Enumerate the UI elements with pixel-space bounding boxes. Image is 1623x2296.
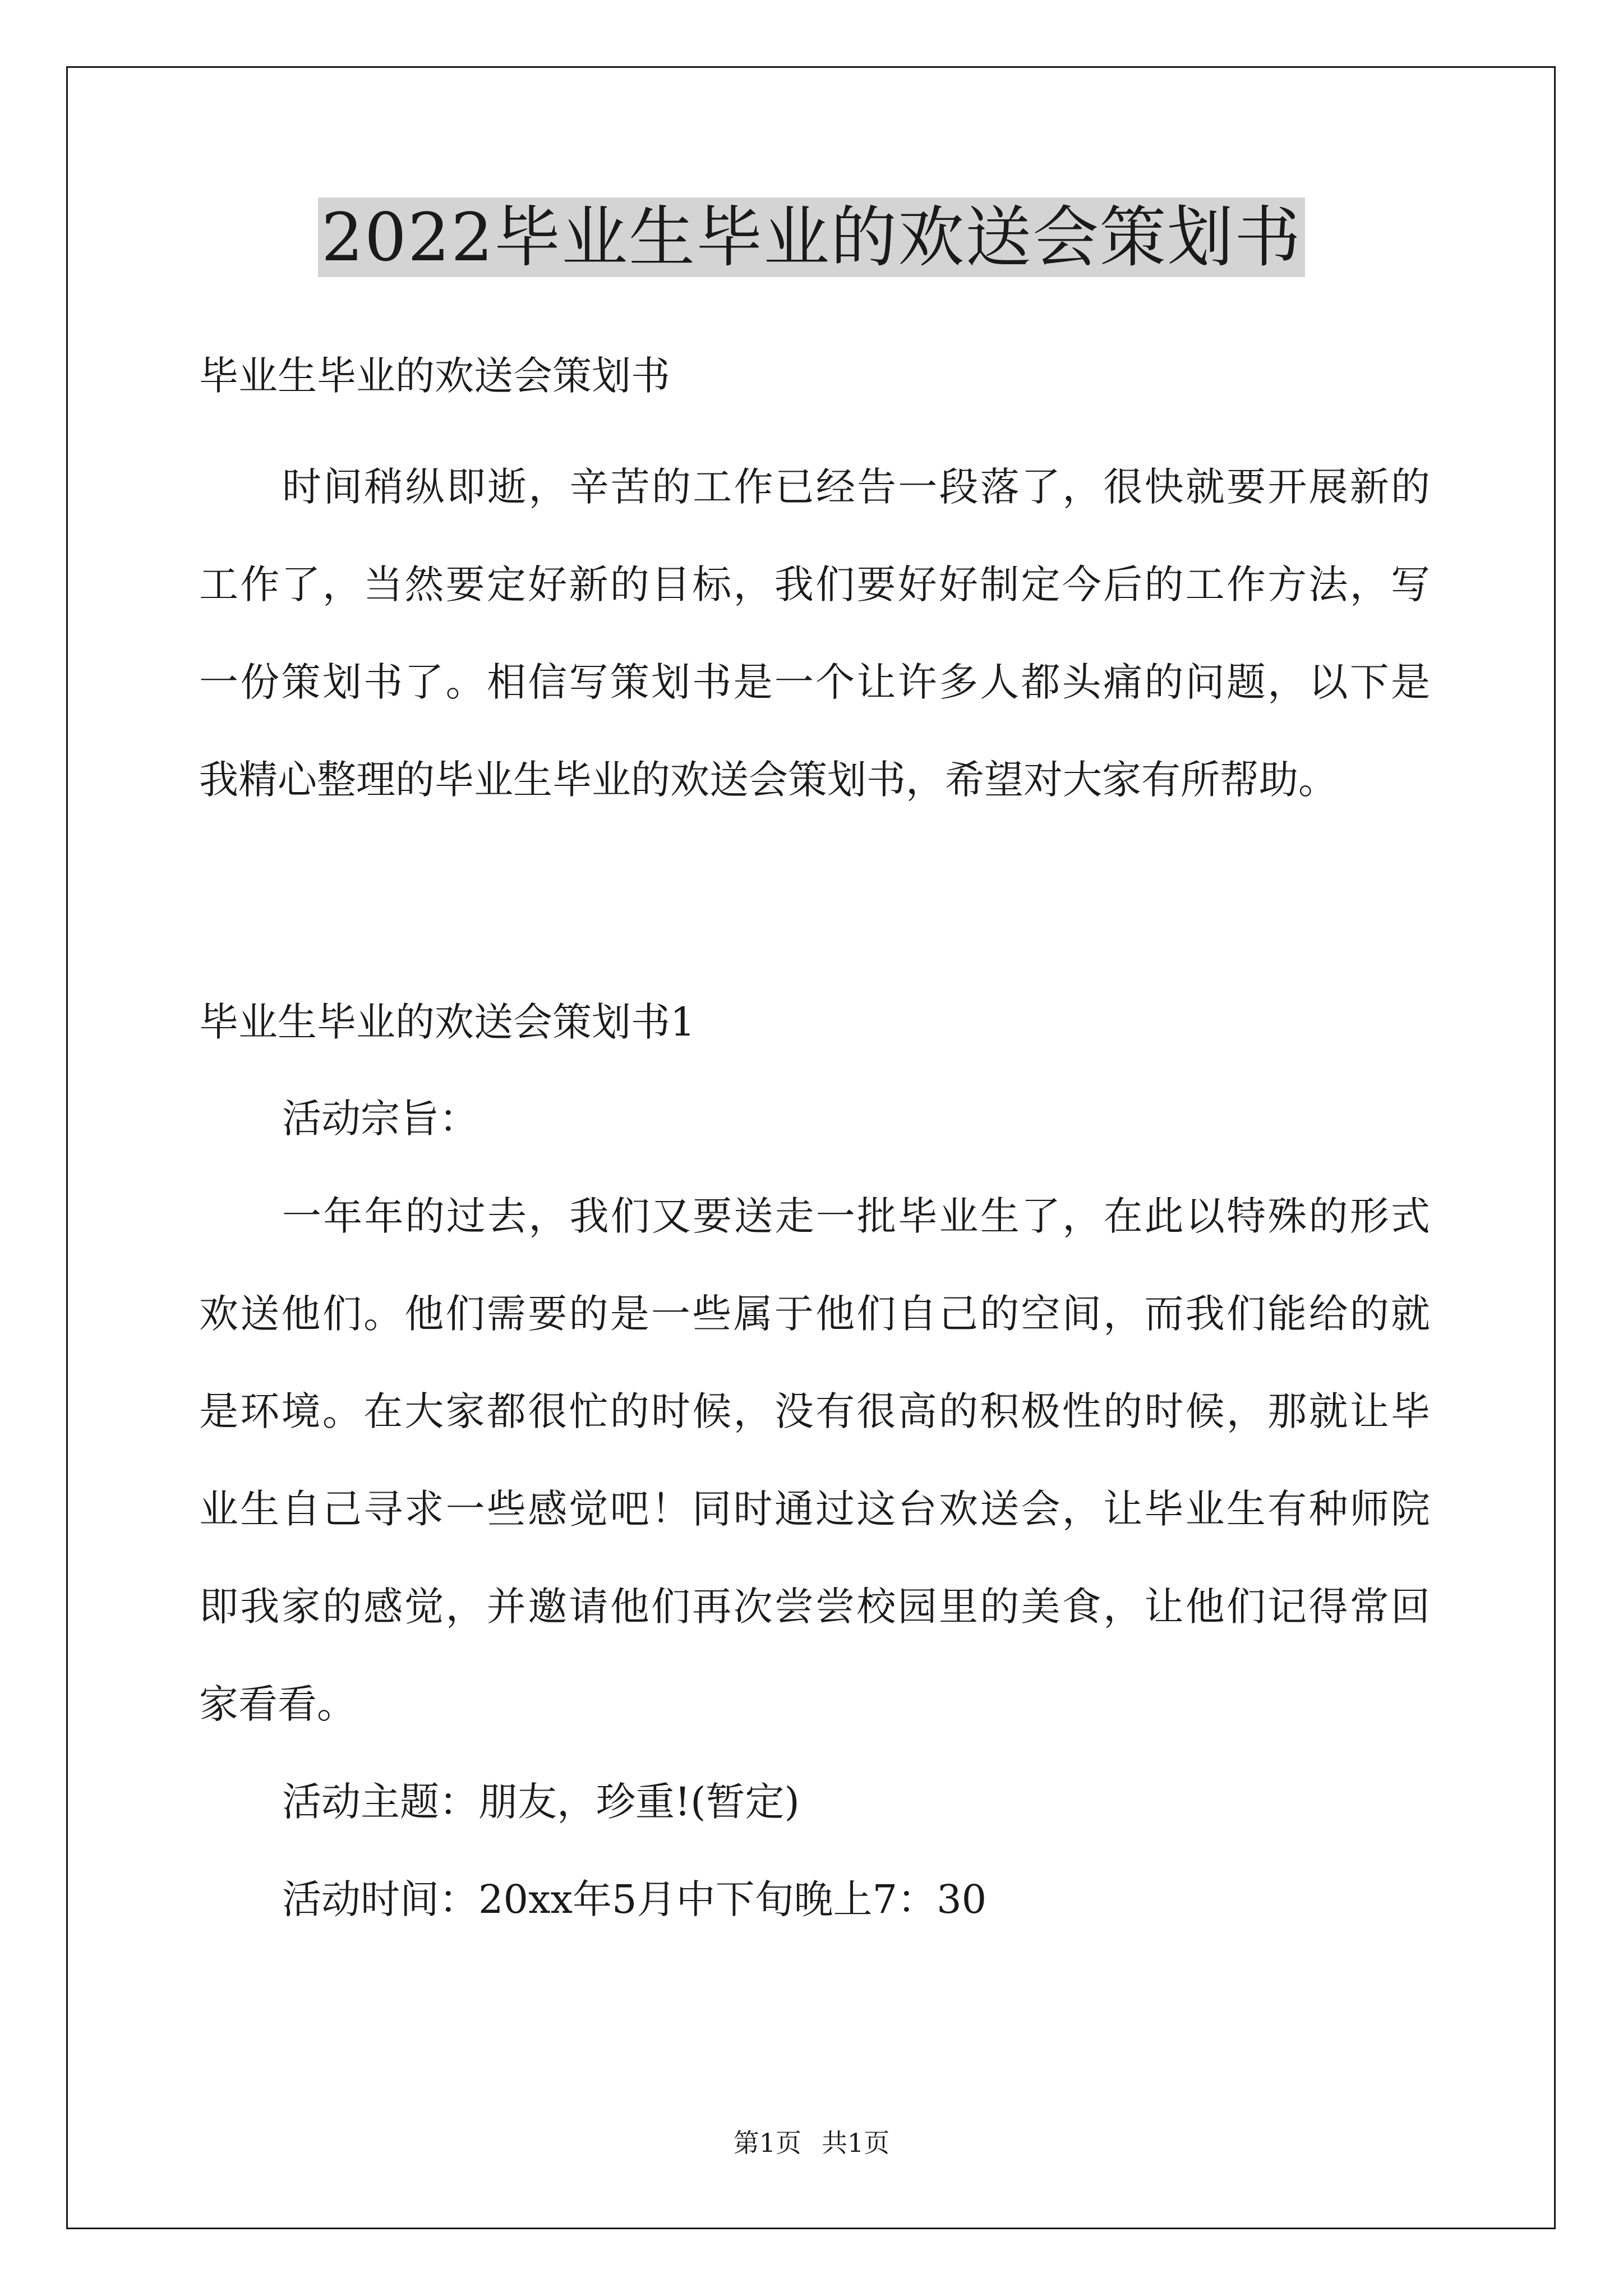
purpose-line-3: 是环境。在大家都很忙的时候，没有很高的积极性的时候，那就让毕	[199, 1388, 1430, 1434]
purpose-line-4: 业生自己寻求一些感觉吧！同时通过这台欢送会，让毕业生有种师院	[199, 1486, 1430, 1532]
purpose-line-1: 一年年的过去，我们又要送走一批毕业生了，在此以特殊的形式	[282, 1193, 1430, 1239]
title-container	[0, 197, 1623, 277]
intro-line-2: 工作了，当然要定好新的目标，我们要好好制定今后的工作方法，写	[199, 562, 1430, 608]
subtitle: 毕业生毕业的欢送会策划书	[199, 353, 670, 399]
section-heading: 毕业生毕业的欢送会策划书1	[199, 999, 695, 1045]
document-title: 2022毕业生毕业的欢送会策划书	[318, 197, 1305, 277]
purpose-line-6: 家看看。	[199, 1681, 356, 1727]
intro-line-1: 时间稍纵即逝，辛苦的工作已经告一段落了，很快就要开展新的	[282, 464, 1430, 510]
purpose-line-5: 即我家的感觉，并邀请他们再次尝尝校园里的美食，让他们记得常回	[199, 1584, 1430, 1630]
time-line: 活动时间：20xx年5月中下旬晚上7：30	[282, 1876, 987, 1922]
purpose-label: 活动宗旨：	[282, 1096, 478, 1142]
purpose-line-2: 欢送他们。他们需要的是一些属于他们自己的空间，而我们能给的就	[199, 1291, 1430, 1337]
page-count: 共1页	[822, 2128, 890, 2158]
intro-line-4: 我精心整理的毕业生毕业的欢送会策划书，希望对大家有所帮助。	[199, 757, 1338, 803]
intro-line-3: 一份策划书了。相信写策划书是一个让许多人都头痛的问题，以下是	[199, 659, 1430, 705]
theme-line: 活动主题：朋友，珍重!(暂定)	[282, 1779, 800, 1825]
page-number: 第1页	[733, 2128, 801, 2158]
page-footer	[0, 2126, 1623, 2160]
